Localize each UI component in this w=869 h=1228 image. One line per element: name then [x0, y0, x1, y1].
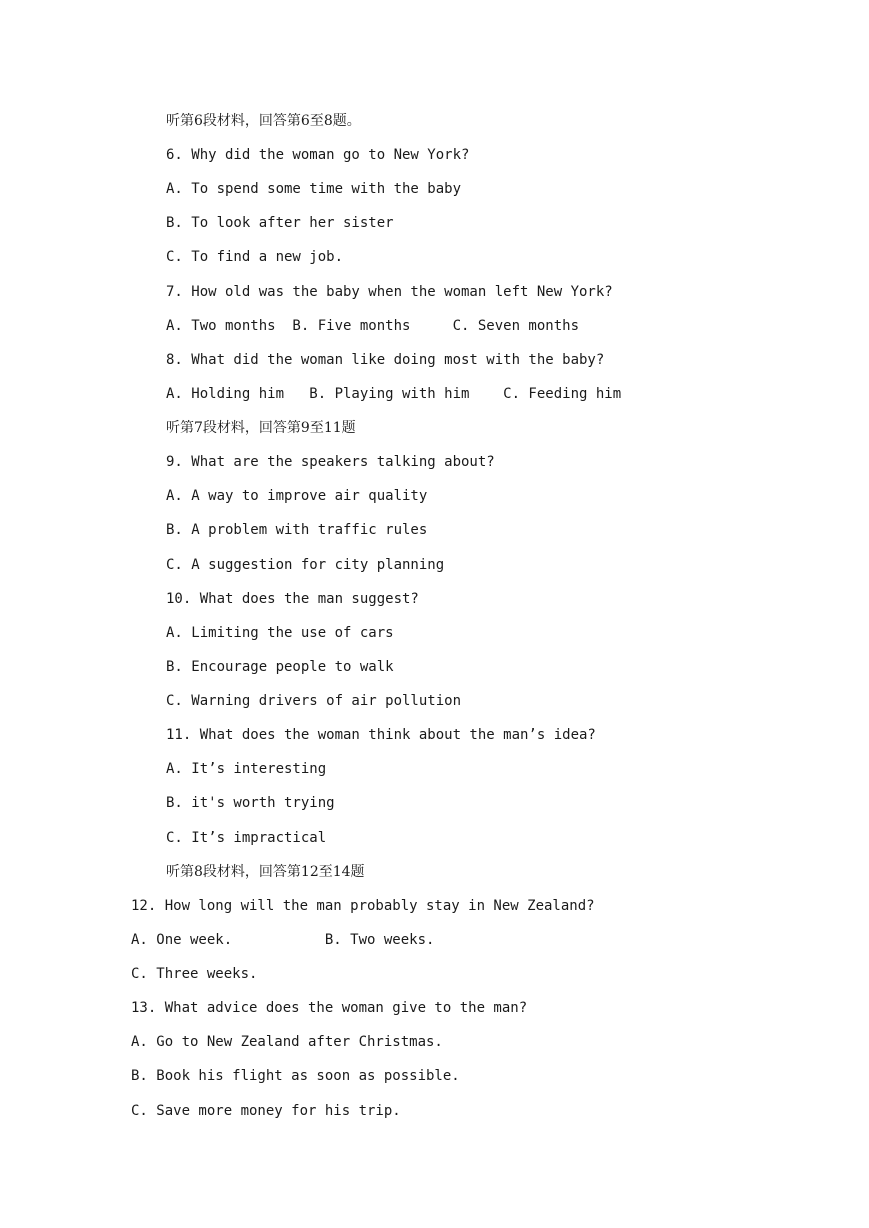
option-13c: C. Save more money for his trip.: [131, 1103, 401, 1119]
question-12: 12. How long will the man probably stay in New Zealand?: [131, 898, 595, 914]
question-13: 13. What advice does the woman give to the man?: [131, 1000, 528, 1016]
option-9c: C. A suggestion for city planning: [166, 557, 445, 573]
option-10a: A. Limiting the use of cars: [166, 625, 394, 641]
option-9b: B. A problem with traffic rules: [166, 522, 428, 538]
option-10b: B. Encourage people to walk: [166, 659, 394, 675]
option-11b: B. it's worth trying: [166, 795, 335, 811]
options-12ab: A. One week. B. Two weeks.: [131, 932, 435, 948]
question-6: 6. Why did the woman go to New York?: [166, 147, 470, 163]
question-7: 7. How old was the baby when the woman left New York?: [166, 284, 613, 300]
option-13a: A. Go to New Zealand after Christmas.: [131, 1034, 443, 1050]
option-13b: B. Book his flight as soon as possible.: [131, 1068, 460, 1084]
option-6b: B. To look after her sister: [166, 215, 394, 231]
section-heading-6: 听第6段材料，回答第6至8题。: [166, 113, 361, 129]
option-9a: A. A way to improve air quality: [166, 488, 428, 504]
option-6a: A. To spend some time with the baby: [166, 181, 462, 197]
question-9: 9. What are the speakers talking about?: [166, 454, 495, 470]
question-10: 10. What does the man suggest?: [166, 591, 419, 607]
section-heading-8: 听第8段材料，回答第12至14题: [166, 864, 365, 880]
option-11a: A. It’s interesting: [166, 761, 327, 777]
section-heading-7: 听第7段材料，回答第9至11题: [166, 420, 356, 436]
option-10c: C. Warning drivers of air pollution: [166, 693, 462, 709]
options-8: A. Holding him B. Playing with him C. Feeding him: [166, 386, 622, 402]
question-11: 11. What does the woman think about the man’s idea?: [166, 727, 596, 743]
option-6c: C. To find a new job.: [166, 249, 344, 265]
question-8: 8. What did the woman like doing most with the baby?: [166, 352, 605, 368]
option-11c: C. It’s impractical: [166, 830, 327, 846]
option-12c: C. Three weeks.: [131, 966, 258, 982]
options-7: A. Two months B. Five months C. Seven months: [166, 318, 580, 334]
